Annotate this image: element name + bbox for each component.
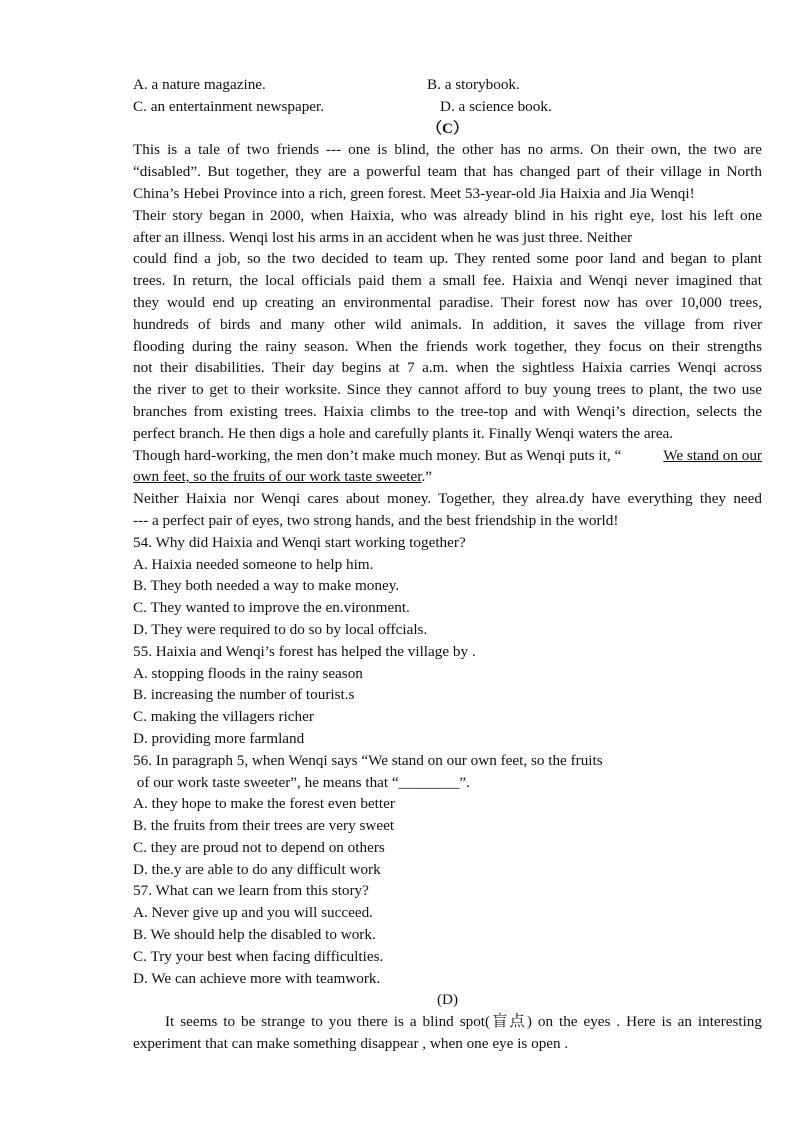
- passage-line: It seems to be strange to you there is a blind spot(盲点) on the eyes . Here is an interesting: [165, 1013, 762, 1031]
- passage-line: the river to get to their worksite. Since they cannot afford to buy young trees to plant, the two use: [133, 381, 762, 399]
- passage-line: “disabled”. But together, they are a powerful team that has changed part of their village in North: [133, 163, 762, 181]
- passage-line: not their disabilities. Their day begins at 7 a.m. when the sightless Haixia carries Wenqi across: [133, 359, 762, 377]
- passage-line: experiment that can make something disappear , when one eye is open .: [133, 1035, 569, 1053]
- passage-line: Their story began in 2000, when Haixia, who was already blind in his right eye, lost his left one: [133, 206, 762, 224]
- question-54: [133, 532, 762, 641]
- passage-line: This is a tale of two friends --- one is blind, the other has no arms. On their own, the two are: [133, 141, 762, 159]
- section-d-heading: (D): [436, 991, 459, 1009]
- passage-line: after an illness. Wenqi lost his arms in an accident when he was just three. Neither: [133, 228, 633, 246]
- question-stem: 55. Haixia and Wenqi’s forest has helped the village by .: [133, 642, 476, 660]
- question-option: B. the fruits from their trees are very sweet: [133, 817, 395, 835]
- question-option: C. They wanted to improve the en.vironment.: [133, 599, 410, 617]
- passage-text: .”: [421, 468, 433, 486]
- passage-line: branches from existing trees. Haixia climbs to the tree-top and with Wenqi’s direction, selects the: [133, 402, 762, 420]
- document-page: [133, 74, 762, 1055]
- question-option: D. We can achieve more with teamwork.: [133, 969, 381, 987]
- question-list: [133, 532, 762, 990]
- question-option: B. increasing the number of tourist.s: [133, 686, 355, 704]
- passage-line-quote-end: [133, 466, 762, 488]
- question-option: A. they hope to make the forest even better: [133, 795, 395, 813]
- question-option: B. We should help the disabled to work.: [133, 926, 376, 944]
- passage-line: Neither Haixia nor Wenqi cares about money. Together, they alrea.dy have everything they need: [133, 490, 762, 508]
- passage-line-quote-start: [133, 445, 762, 467]
- option-c: C. an entertainment newspaper.: [133, 97, 325, 115]
- question-57: [133, 880, 762, 989]
- passage-line: China’s Hebei Province into a rich, green forest. Meet 53-year-old Jia Haixia and Jia Wenqi!: [133, 184, 695, 202]
- passage-d: [133, 1011, 762, 1055]
- question-option: A. Haixia needed someone to help him.: [133, 555, 374, 573]
- prev-options-row-1: [133, 74, 762, 96]
- question-stem: of our work taste sweeter”, he means that “________”.: [133, 773, 470, 791]
- section-c-heading: （C）: [426, 119, 469, 137]
- underlined-quote: own feet, so the fruits of our work taste sweeter: [133, 468, 422, 486]
- question-56: [133, 750, 762, 881]
- passage-line: perfect branch. He then digs a hole and carefully plants it. Finally Wenqi waters the area.: [133, 424, 673, 442]
- question-option: A. Never give up and you will succeed.: [133, 904, 373, 922]
- passage-c: [133, 139, 762, 531]
- option-b: B. a storybook.: [427, 76, 520, 93]
- question-option: D. the.y are able to do any difficult work: [133, 860, 381, 878]
- question-55: [133, 641, 762, 750]
- question-option: D. providing more farmland: [133, 729, 305, 747]
- passage-text: Though hard-working, the men don’t make much money. But as Wenqi puts it, “: [133, 446, 622, 464]
- question-option: A. stopping floods in the rainy season: [133, 664, 363, 682]
- question-stem: 57. What can we learn from this story?: [133, 882, 369, 900]
- underlined-quote: We stand on our: [663, 446, 762, 464]
- passage-line: --- a perfect pair of eyes, two strong hands, and the best friendship in the world!: [133, 511, 619, 529]
- question-option: C. they are proud not to depend on others: [133, 838, 385, 856]
- question-option: B. They both needed a way to make money.: [133, 577, 400, 595]
- question-stem: 54. Why did Haixia and Wenqi start working together?: [133, 533, 466, 551]
- question-option: D. They were required to do so by local offcials.: [133, 620, 428, 638]
- passage-line: they would end up creating an environmental paradise. Their forest now has over 10,000 trees,: [133, 293, 762, 311]
- prev-options-row-2: [133, 96, 762, 118]
- question-stem: 56. In paragraph 5, when Wenqi says “We stand on our own feet, so the fruits: [133, 751, 603, 769]
- passage-line: flooding during the rainy season. When the friends work together, they focus on their strengths: [133, 337, 762, 355]
- passage-line: trees. In return, the local officials paid them a small fee. Haixia and Wenqi never imagined that: [133, 272, 762, 290]
- question-option: C. Try your best when facing difficulties.: [133, 947, 384, 965]
- passage-line: could find a job, so the two decided to team up. They rented some poor land and began to plant: [133, 250, 762, 268]
- option-a: A. a nature magazine.: [133, 76, 266, 93]
- passage-line: hundreds of birds and many other wild animals. In addition, it saves the village from river: [133, 315, 762, 333]
- question-option: C. making the villagers richer: [133, 708, 314, 726]
- option-d: D. a science book.: [440, 97, 552, 115]
